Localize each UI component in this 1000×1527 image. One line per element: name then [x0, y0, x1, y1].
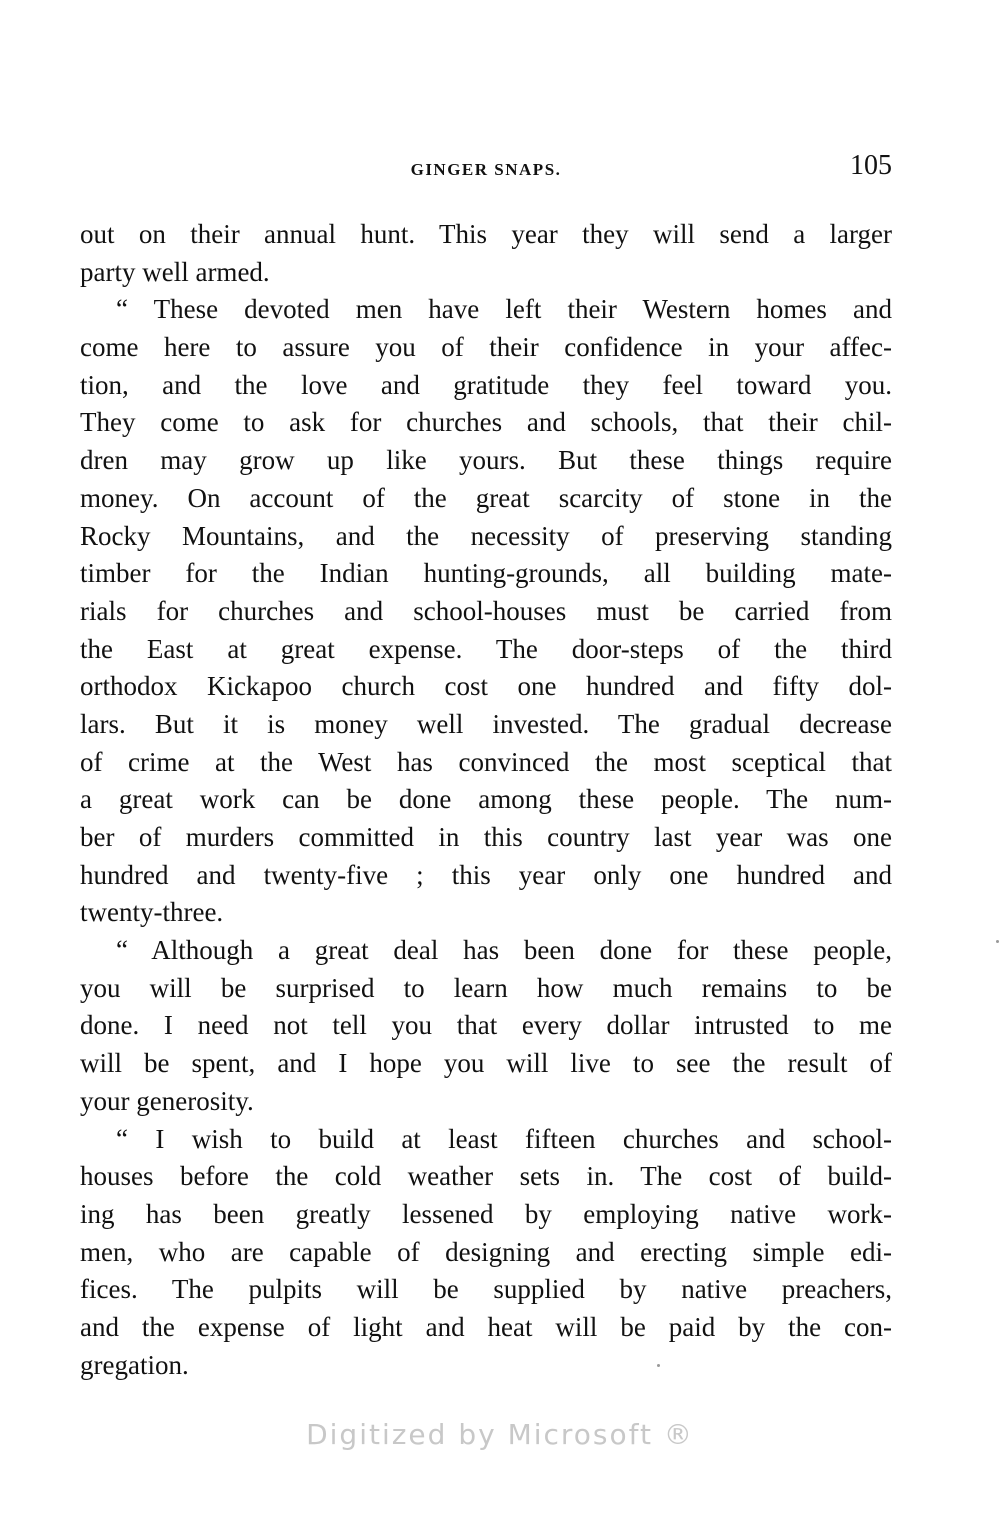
text-line: Rocky Mountains, and the necessity of preserving standing [80, 520, 892, 551]
text-line: dren may grow up like yours. But these things require [80, 445, 892, 476]
text-line: a great work can be done among these people. The num- [80, 784, 892, 815]
text-line: timber for the Indian hunting-grounds, all building mate- [80, 558, 892, 589]
text-line: the East at great expense. The door-steps of the third [80, 633, 892, 664]
text-line: hundred and twenty-five ; this year only one hundred and [80, 859, 892, 890]
text-line: “ Although a great deal has been done for these people, [116, 935, 892, 966]
text-line: done. I need not tell you that every dollar intrusted to me [80, 1010, 892, 1041]
text-line: “ I wish to build at least fifteen churches and school- [116, 1123, 892, 1154]
text-line: orthodox Kickapoo church cost one hundred and fifty dol- [80, 671, 892, 702]
running-title: GINGER SNAPS. [410, 160, 562, 179]
text-line: out on their annual hunt. This year they will send a larger [80, 219, 892, 249]
text-line: men, who are capable of designing and erecting simple edi- [80, 1236, 892, 1267]
text-line: lars. But it is money well invested. The gradual decrease [80, 708, 892, 739]
running-head [80, 150, 892, 186]
text-line: fices. The pulpits will be supplied by native preachers, [80, 1274, 892, 1305]
body-text [80, 216, 892, 1384]
text-line: They come to ask for churches and schools, that their chil- [80, 407, 892, 438]
text-line: tion, and the love and gratitude they feel toward you. [80, 369, 892, 400]
page-number: 105 [850, 150, 892, 181]
text-line: party well armed. [80, 256, 270, 287]
watermark: Digitized by Microsoft ® [306, 1418, 694, 1451]
text-line: rials for churches and school-houses must be carried from [80, 595, 892, 626]
text-line: money. On account of the great scarcity of stone in the [80, 482, 892, 513]
ink-speck [657, 1364, 660, 1367]
text-line: ber of murders committed in this country last year was one [80, 822, 892, 852]
text-line: and the expense of light and heat will be paid by the con- [80, 1311, 892, 1342]
text-line: twenty-three. [80, 897, 224, 928]
text-line: gregation. [80, 1349, 189, 1380]
text-line: houses before the cold weather sets in. The cost of build- [80, 1161, 892, 1192]
text-line: of crime at the West has convinced the most sceptical that [80, 746, 892, 777]
text-line: “ These devoted men have left their Western homes and [116, 294, 892, 325]
text-line: your generosity. [80, 1085, 254, 1116]
ink-speck [996, 940, 999, 943]
text-line: ing has been greatly lessened by employing native work- [80, 1198, 892, 1229]
text-line: come here to assure you of their confidence in your affec- [80, 332, 892, 363]
text-line: you will be surprised to learn how much remains to be [80, 972, 892, 1003]
text-line: will be spent, and I hope you will live to see the result of [80, 1048, 892, 1079]
